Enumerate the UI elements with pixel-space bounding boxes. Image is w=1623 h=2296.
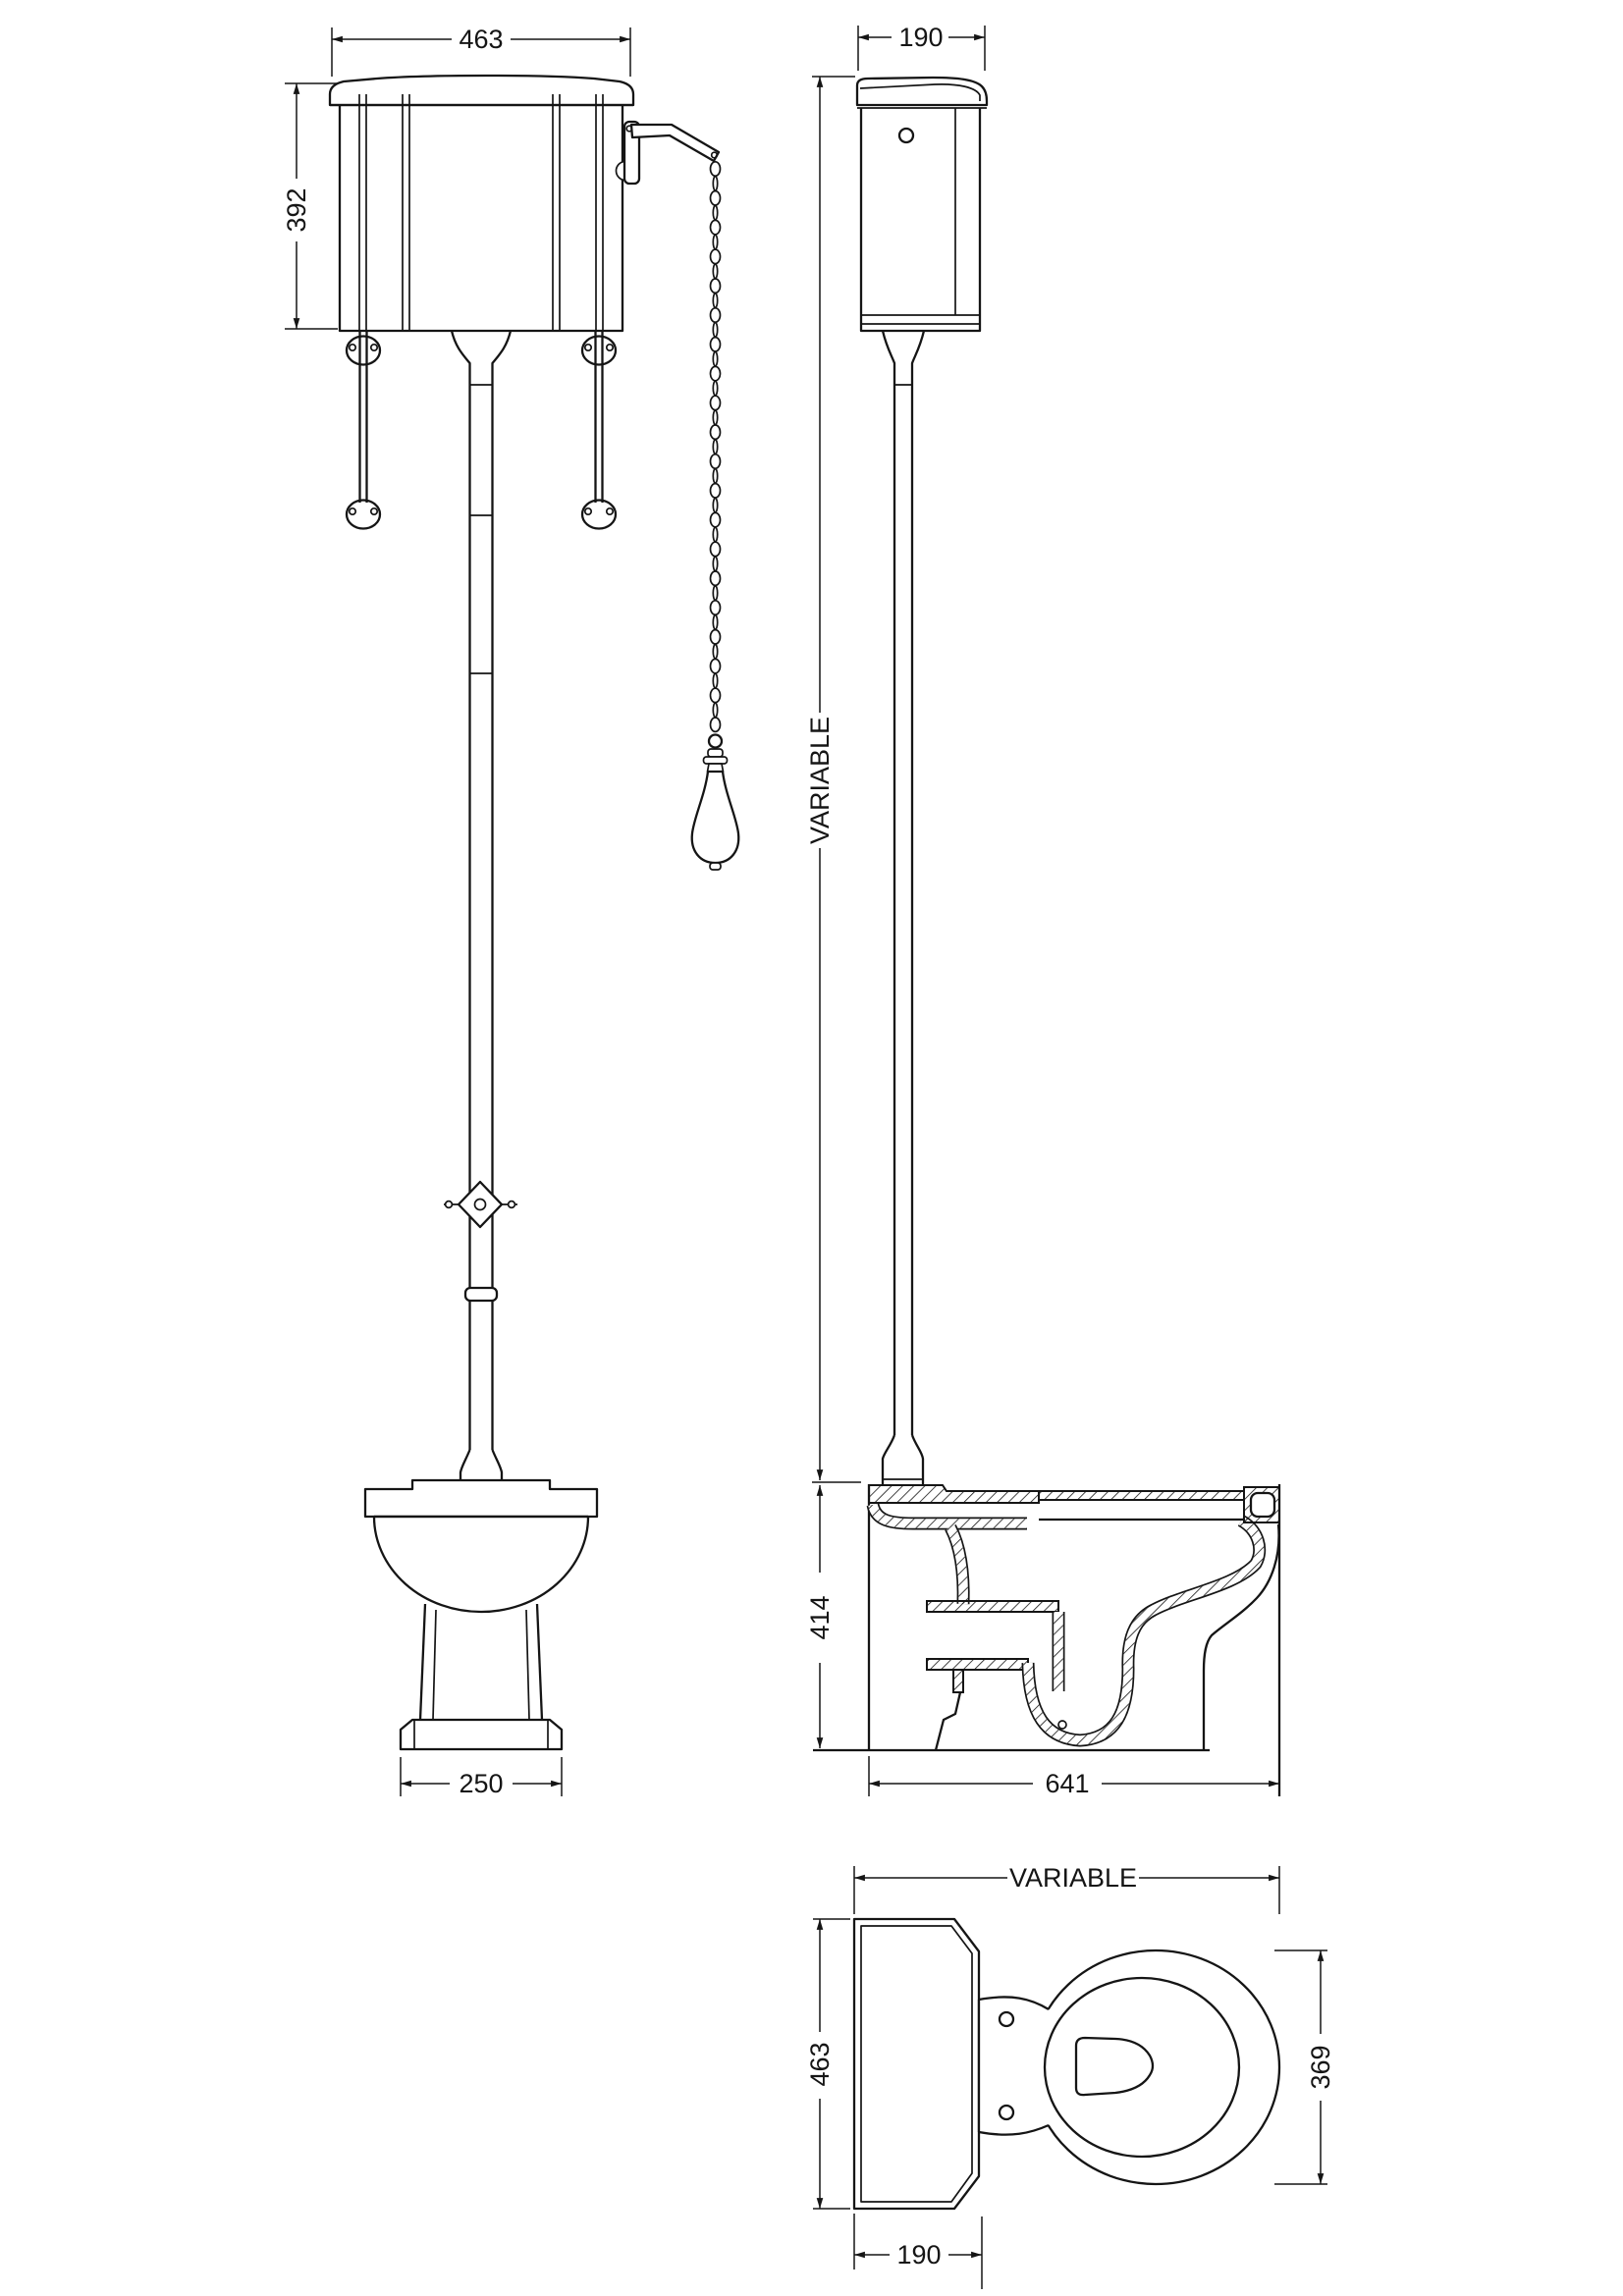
svg-text:463: 463	[805, 2042, 835, 2087]
seat-bolt-hole	[1000, 2012, 1013, 2026]
svg-text:369: 369	[1306, 2045, 1335, 2090]
handle-nub	[710, 863, 721, 870]
cistern-lid-front	[330, 76, 633, 105]
outlet-top-wall	[927, 1601, 1058, 1612]
handle-neck	[708, 764, 724, 772]
trap-weir	[953, 1670, 963, 1692]
svg-text:463: 463	[459, 25, 504, 54]
pipe-coupling	[465, 1288, 497, 1301]
handle-collar	[704, 757, 728, 764]
svg-text:VARIABLE: VARIABLE	[805, 716, 835, 845]
cistern-side-hole	[899, 129, 913, 142]
pan-base	[401, 1720, 562, 1749]
seat-bolt-hole	[1000, 2106, 1013, 2119]
chain-hook	[709, 735, 722, 748]
svg-text:190: 190	[896, 2240, 942, 2269]
svg-text:641: 641	[1045, 1769, 1090, 1798]
svg-text:250: 250	[459, 1769, 504, 1798]
seat-top-band	[1039, 1491, 1244, 1500]
spigot-bore	[1251, 1493, 1274, 1517]
svg-text:414: 414	[805, 1595, 835, 1640]
svg-text:392: 392	[282, 187, 311, 233]
handle-cap	[708, 749, 723, 757]
svg-text:VARIABLE: VARIABLE	[1008, 1863, 1138, 1893]
outlet-bottom-wall	[927, 1659, 1028, 1670]
trap-drain-dot	[1058, 1721, 1066, 1729]
svg-text:190: 190	[898, 23, 944, 52]
cistern-lid-side	[857, 78, 987, 105]
